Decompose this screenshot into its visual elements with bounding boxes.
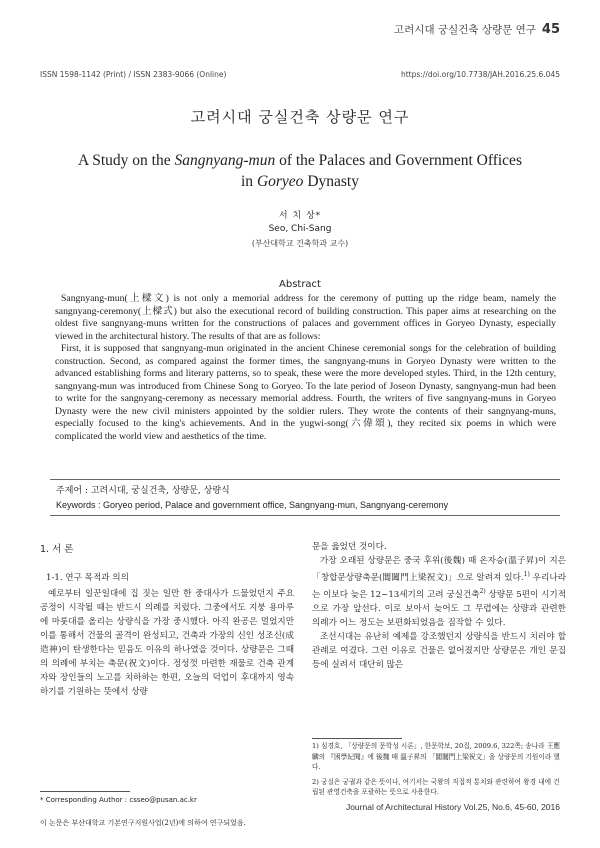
title-en-suffix: Dynasty bbox=[303, 173, 359, 190]
body-right-column bbox=[312, 540, 566, 672]
footnote-ref-2[interactable]: 2) bbox=[479, 587, 486, 595]
abstract-paragraph-2: First, it is supposed that sangnyang-mun originated in the ancient Chinese ceremonial songs for the celebration of building construction. Second, as compared against the former times, the sangnyang-muns in Goryeo Dynasty were written to the advanced establishing forms and literary patterns, so to speak, these were the more developed styles. Third, in the 12th century, sangnyang-mun was introduced from Chinese Song to Goryeo. To the late period of Joseon Dynasty, sangnyang-mun had been to write for the sangnyang-ceremony as necessary memorial address. Fourth, the writers of five sangnyang-muns in Goryeo Dynasty were the new civil ministers appointed by the soldier rulers. They wrote the contents of their sangnyang-muns, especially focused to the king's achievements. And in the yugwi-song(六偉頌), they recited six poems in which were complicated the world view and aesthetics of the time. bbox=[55, 343, 556, 442]
footnote-2: 2) 궁실은 궁궐과 같은 뜻이나, 여기서는 국왕의 직접적 통치와 관련하여 왕경 내에 건립된 관영건축을 포괄하는 뜻으로 사용한다. bbox=[312, 777, 560, 796]
corresponding-author-note: * Corresponding Author : csseo@pusan.ac.kr bbox=[40, 796, 197, 804]
subsection-heading: 1-1. 연구 목적과 의의 bbox=[46, 573, 129, 583]
author-affiliation: (부산대학교 건축학과 교수) bbox=[251, 239, 349, 248]
body-paragraph-right-1: 문을 읊었던 것이다. bbox=[312, 542, 387, 552]
author-english: Seo, Chi-Sang bbox=[268, 224, 332, 234]
title-en-line2-prefix: in bbox=[241, 173, 257, 190]
body-paragraph-right-3: 조선시대는 유난히 예제를 강조했던지 상량식을 반드시 치러야 할 관례로 여겼다. 그런 이유로 건물은 없어졌지만 상량문은 개인 문집 등에 실려서 대단히 많은 bbox=[312, 631, 566, 670]
issn-line: ISSN 1598-1142 (Print) / ISSN 2383-9066 (Online) bbox=[40, 70, 227, 79]
body-paragraph-left: 예로부터 일꾼일대에 집 짓는 일만 한 중대사가 드물었던지 주요 공정이 시작될 때는 반드시 의례를 치렀다. 그중에서도 지붕 용마루에 마룻대를 올리는 상량식을 가장 중시했다. 아직 완공은 멀었지만 이를 통해서 건물의 골격이 완성되고, 건축과 가장의 신인 성조신(成造神)이 탄생한다는 믿음도 이유의 하나였을 것이다. 상량문은 그때의 의례에 부치는 축문(祝文)이다. 정성껏 마련한 재물로 건축 관계자와 장인들의 노고를 치하하는 한편, 오늘의 덕업이 후대까지 영속하기를 기원하는 뜻에서 상량 bbox=[40, 589, 294, 697]
para2-part-c: 상량문 5편이 시기적으로 가장 앞선다. 이로 보아서 늦어도 그 무렵에는 상량과 관련한 의례가 어느 정도는 보편화되었음을 짐작할 수 있다. bbox=[312, 589, 566, 628]
keywords-english-label: Keywords : bbox=[56, 500, 104, 510]
section-heading-introduction: 1. 서 론 bbox=[40, 544, 74, 555]
keywords-box bbox=[50, 479, 560, 516]
page-number: 45 bbox=[541, 22, 560, 37]
title-korean: 고려시대 궁실건축 상량문 연구 bbox=[190, 108, 410, 126]
footnote-ref-1[interactable]: 1) bbox=[523, 571, 530, 578]
running-header bbox=[394, 22, 560, 37]
author-korean: 서 치 상* bbox=[278, 211, 322, 221]
keywords-korean-label: 주제어 : bbox=[56, 486, 91, 496]
title-english bbox=[40, 150, 560, 192]
footnotes-right bbox=[312, 741, 566, 802]
title-en-prefix: A Study on the bbox=[78, 152, 175, 169]
footnote-1: 1) 심경호, 「상량문의 문학성 시론」, 한문학보, 20집, 2009.6, 322쪽; 송나라 王應麟의 『困學紀聞』에 後魏 때 溫子昇의 「閶闔門上梁祝文」을 상량문의 기원이라 했다. bbox=[312, 742, 561, 771]
funding-note: 이 논문은 부산대학교 기본연구지원사업(2년)에 의하여 연구되었음. bbox=[40, 819, 246, 827]
doi-link[interactable]: https://doi.org/10.7738/JAH.2016.25.6.045 bbox=[400, 70, 560, 79]
keywords-english-list: Goryeo period, Palace and government office, Sangnyang-mun, Sangnyang-ceremony bbox=[103, 500, 449, 510]
abstract-heading: Abstract bbox=[279, 279, 321, 290]
abstract-body bbox=[55, 293, 556, 443]
running-title: 고려시대 궁실건축 상량문 연구 bbox=[394, 24, 536, 36]
keywords-korean bbox=[50, 484, 560, 498]
title-en-italic-goryeo: Goryeo bbox=[256, 173, 304, 190]
keywords-korean-list: 고려시대, 궁실건축, 상량문, 상량식 bbox=[90, 486, 230, 496]
abstract-paragraph-1: Sangnyang-mun(上樑文) is not only a memorial address for the ceremony of putting up the ridge beam, namely the sangnyang-ceremony(上樑式) but also the executional record of building construction. This paper aims at researching on the oldest five sangnyang-muns written for the constructions of palaces and government offices in Goryeo Dynasty, especially viewed in the architectural history. The results of that are as follows: bbox=[55, 293, 556, 342]
title-en-mid: of the Palaces and Government Offices bbox=[275, 152, 522, 169]
title-en-italic-sangnyang: Sangnyang-mun bbox=[174, 152, 276, 169]
journal-footer: Journal of Architectural History Vol.25, No.6, 45-60, 2016 bbox=[345, 802, 560, 812]
para2-part-b: 우리나라는 이보다 늦은 12~13세기의 고려 궁실건축 bbox=[312, 572, 566, 600]
body-left-column bbox=[40, 540, 294, 699]
para2-part-a: 가장 오래된 상량문은 중국 후위(後魏) 때 온자승(溫子昇)이 지은 「창합문상량축문(閶闔門上梁祝文)」으로 알려져 있다. bbox=[312, 556, 566, 583]
footnote-divider-right bbox=[312, 738, 402, 739]
keywords-english bbox=[50, 498, 560, 512]
footnote-divider-left bbox=[40, 791, 130, 792]
body-paragraph-right-2 bbox=[312, 554, 566, 630]
